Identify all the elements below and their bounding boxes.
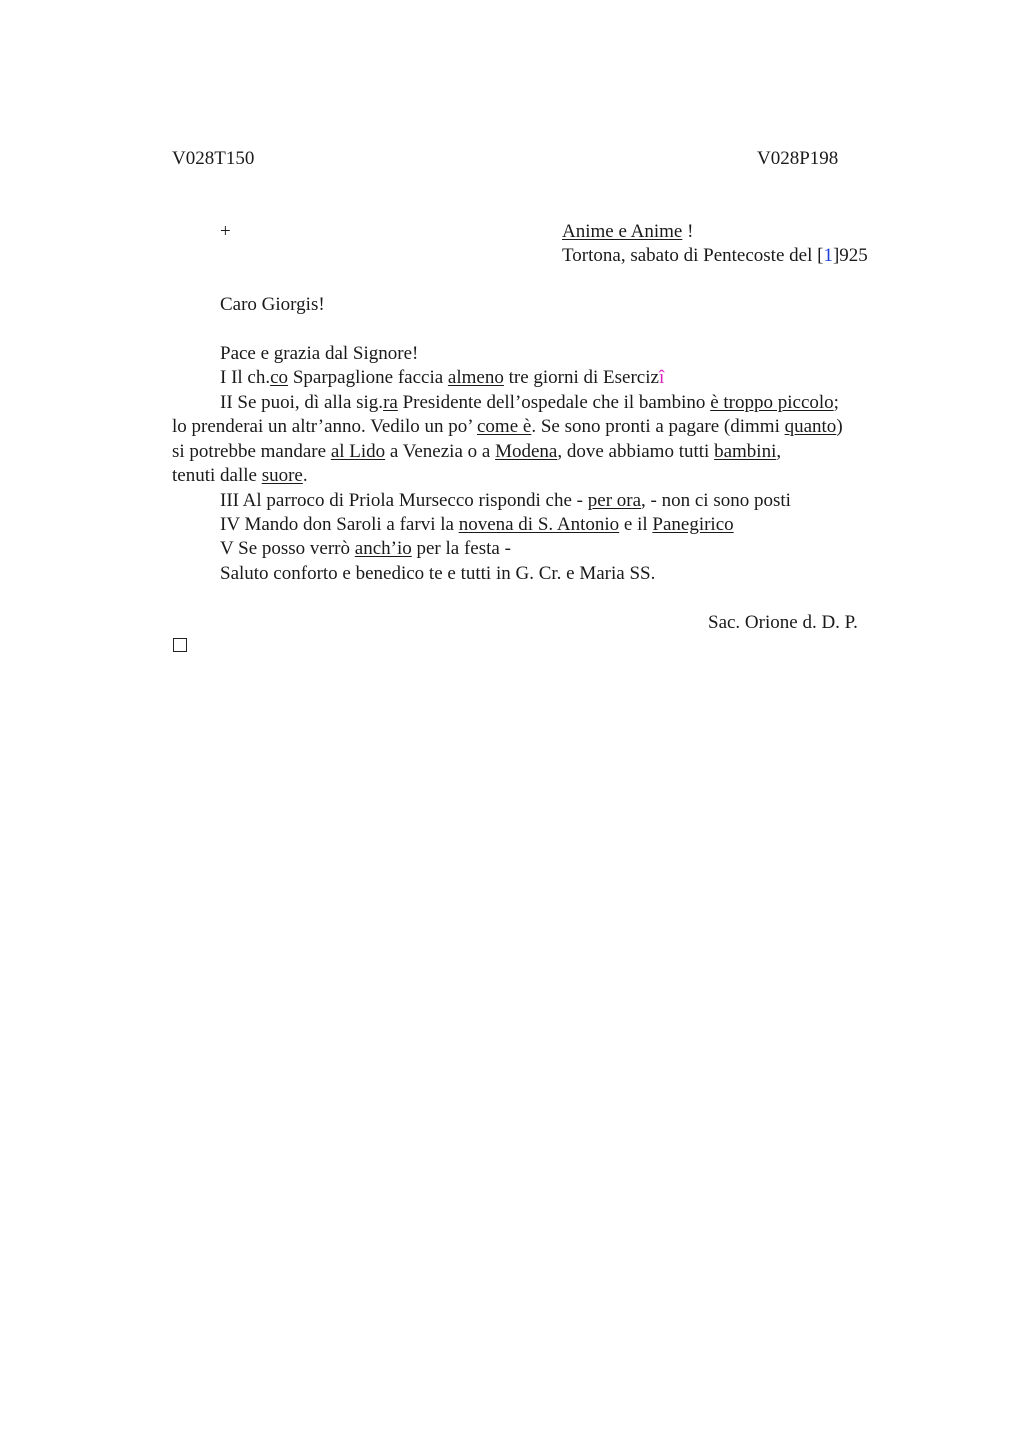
checkbox-square-icon (173, 638, 187, 652)
text-run: si potrebbe mandare (172, 441, 331, 462)
place-date-insert: 1 (823, 245, 833, 266)
text-run-underlined: al Lido (330, 441, 386, 462)
place-date (562, 244, 868, 268)
text-run-highlight: î (658, 367, 665, 388)
document-code-right: V028P198 (757, 148, 839, 169)
text-run-underlined: co (270, 367, 289, 388)
text-run: . (302, 465, 308, 486)
letter-title (562, 220, 693, 244)
text-run: lo prenderai un altr’anno. Vedilo un po’ (172, 416, 477, 437)
paragraph-ii-line1 (220, 391, 839, 415)
title-exclamation: ! (682, 221, 694, 242)
paragraph-iii (220, 489, 791, 513)
title-text: Anime e Anime (562, 221, 683, 242)
cross-symbol: + (220, 221, 231, 242)
text-run: , - non ci sono posti (641, 490, 791, 511)
document-code-left: V028T150 (172, 148, 255, 169)
paragraph-ii-line4 (172, 464, 308, 488)
text-run: I Il ch. (220, 367, 271, 388)
text-run: Presidente dell’ospedale che il bambino (397, 392, 711, 413)
text-run: ; (833, 392, 839, 413)
greeting: Caro Giorgis! (220, 294, 325, 315)
paragraph-iv (220, 513, 734, 537)
text-run-underlined: novena di S. Antonio (458, 514, 620, 535)
text-run: a Venezia o a (385, 441, 496, 462)
text-run: , (776, 441, 782, 462)
place-date-part: ]925 (832, 245, 868, 266)
place-date-part: Tortona, sabato di Pentecoste del [ (562, 245, 824, 266)
signature: Sac. Orione d. D. P. (708, 612, 858, 633)
text-run-underlined: è troppo piccolo (710, 392, 834, 413)
text-run-underlined: anch’io (354, 538, 412, 559)
paragraph-i (220, 366, 664, 390)
paragraph-v (220, 537, 511, 561)
text-run-underlined: suore (261, 465, 303, 486)
text-run-underlined: Panegirico (652, 514, 734, 535)
text-run: tenuti dalle (172, 465, 262, 486)
text-run: , dove abbiamo tutti (557, 441, 715, 462)
paragraph-ii-line2 (172, 415, 843, 439)
closing-line: Saluto conforto e benedico te e tutti in G. Cr. e Maria SS. (220, 563, 656, 584)
text-run-underlined: almeno (447, 367, 504, 388)
text-run-underlined: come è (476, 416, 532, 437)
text-run-underlined: quanto (784, 416, 837, 437)
text-run: V Se posso verrò (220, 538, 355, 559)
text-run: ) (836, 416, 843, 437)
text-run: III Al parroco di Priola Mursecco rispondi che - (220, 490, 588, 511)
text-run: . Se sono pronti a pagare (dimmi (531, 416, 785, 437)
text-run: IV Mando don Saroli a farvi la (220, 514, 459, 535)
text-run: e il (619, 514, 653, 535)
text-run-underlined: Modena (495, 441, 558, 462)
text-run-underlined: bambini (714, 441, 777, 462)
text-run: Sparpaglione faccia (288, 367, 448, 388)
text-run-underlined: per ora (587, 490, 642, 511)
paragraph-ii-line3 (172, 440, 781, 464)
text-run-underlined: ra (383, 392, 398, 413)
peace-line: Pace e grazia dal Signore! (220, 343, 419, 364)
text-run: tre giorni di Eserciz (503, 367, 659, 388)
text-run: II Se puoi, dì alla sig. (220, 392, 384, 413)
text-run: per la festa - (411, 538, 511, 559)
